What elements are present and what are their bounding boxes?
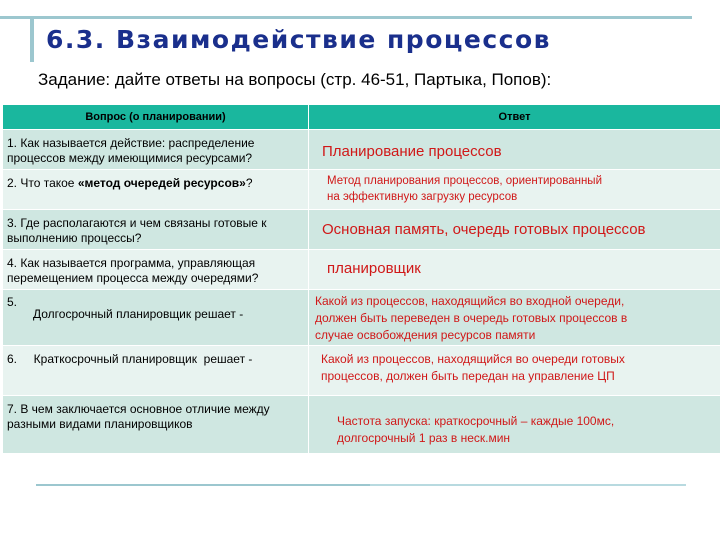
answer-text: на эффективную загрузку ресурсов — [327, 191, 518, 203]
question-cell: 1. Как называется действие: распределение процессов между имеющимися ресурсами? — [3, 130, 309, 170]
table-row — [3, 346, 720, 396]
answer-text: должен быть переведен в очередь готовых процессов в — [315, 311, 628, 325]
answer-cell — [309, 210, 720, 250]
question-cell: 7. В чем заключается основное отличие между разными видами планировщиков — [3, 396, 309, 454]
answer-cell — [309, 346, 720, 396]
answer-text: Какой из процессов, находящийся во очереди готовых — [321, 352, 625, 366]
table-row — [3, 396, 720, 454]
title-accent-bar — [30, 16, 34, 62]
answer-text: долгосрочный 1 раз в неск.мин — [337, 431, 511, 445]
table-row — [3, 290, 720, 346]
answer-cell — [309, 130, 720, 170]
answer-text: Планирование процессов — [322, 143, 502, 160]
header-answer: Ответ — [309, 105, 720, 130]
table-header-row — [3, 105, 720, 130]
question-text: Долгосрочный планировщик решает - — [33, 307, 244, 321]
answer-text: планировщик — [327, 260, 421, 277]
bottom-rule — [36, 484, 370, 486]
question-cell — [3, 290, 309, 346]
question-cell — [3, 170, 309, 210]
table-row — [3, 130, 720, 170]
question-cell: 4. Как называется программа, управляющая перемещением процесса между очередями? — [3, 250, 309, 290]
question-text: 2. Что такое — [7, 176, 78, 190]
bottom-rule — [370, 484, 686, 486]
answer-text: Какой из процессов, находящийся во входной очереди, — [315, 294, 625, 308]
header-question: Вопрос (о планировании) — [3, 105, 309, 130]
answer-cell — [309, 290, 720, 346]
answer-text: процессов, должен быть передан на управление ЦП — [321, 369, 615, 383]
top-rule — [0, 16, 692, 19]
answer-text: случае освобождения ресурсов памяти — [315, 328, 536, 342]
question-cell: 6. Краткосрочный планировщик решает - — [3, 346, 309, 396]
answer-text: Частота запуска: краткосрочный – каждые 100мс, — [337, 414, 615, 428]
questions-table — [2, 104, 720, 454]
answer-text: Основная память, очередь готовых процессов — [322, 221, 646, 238]
slide-title: 6.3. Взаимодействие процессов — [46, 25, 551, 54]
table-row — [3, 170, 720, 210]
answer-cell — [309, 170, 720, 210]
question-cell: 3. Где располагаются и чем связаны готовые к выполнению процессы? — [3, 210, 309, 250]
question-bold-term: «метод очередей ресурсов» — [77, 176, 246, 190]
answer-cell — [309, 396, 720, 454]
answer-text: Метод планирования процессов, ориентированный — [327, 175, 602, 187]
answer-cell — [309, 250, 720, 290]
task-text: Задание: дайте ответы на вопросы (стр. 46-51, Партыка, Попов): — [38, 70, 552, 89]
table-row — [3, 210, 720, 250]
question-number: 5. — [7, 295, 18, 309]
table-row — [3, 250, 720, 290]
question-suffix: ? — [245, 176, 253, 190]
